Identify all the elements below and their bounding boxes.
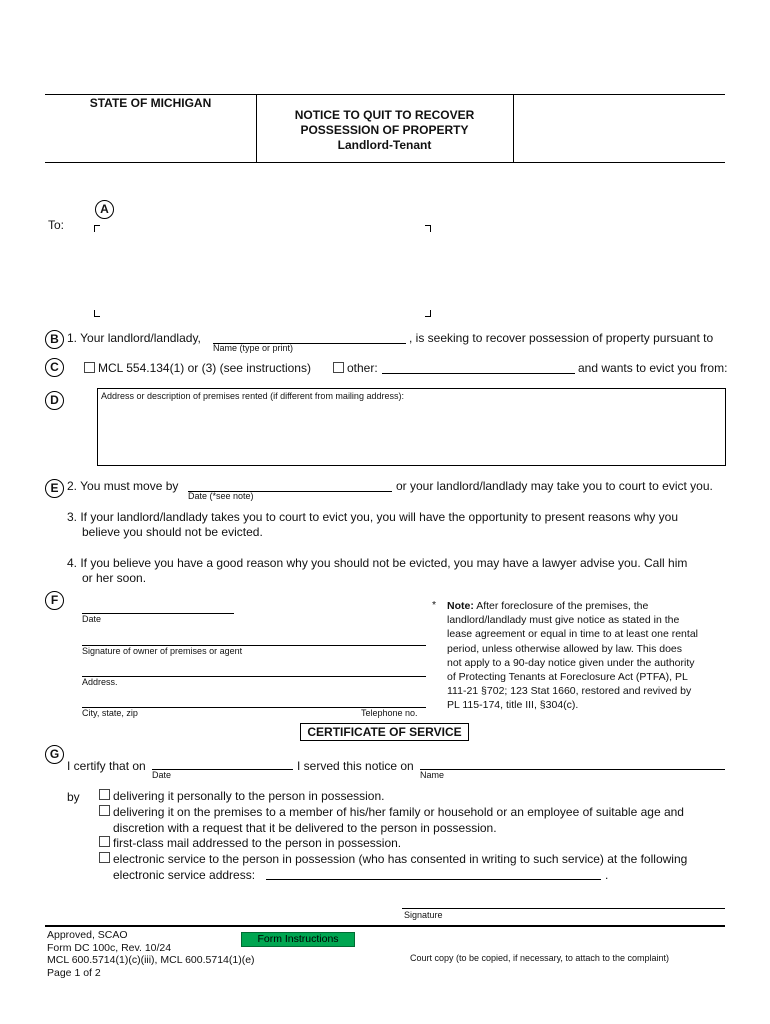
option-premises-label: delivering it on the premises to a member of his/her family or household or an employee of suitable age and (113, 805, 684, 819)
tenant-address-field[interactable] (98, 232, 422, 308)
electronic-service-checkbox[interactable] (99, 852, 110, 863)
item3-text (67, 510, 678, 540)
footer-form-number: Form DC 100c, Rev. 10/24 (47, 941, 172, 954)
form-instructions-button[interactable]: Form Instructions (241, 932, 355, 947)
landlord-name-caption: Name (type or print) (213, 343, 294, 353)
premises-delivery-checkbox[interactable] (99, 805, 110, 816)
other-checkbox[interactable] (333, 362, 344, 373)
to-label: To: (48, 218, 65, 232)
court-copy-note: Court copy (to be copied, if necessary, to attach to the complaint) (410, 953, 669, 963)
marker-c: C (45, 358, 64, 377)
item3-line1: 3. If your landlord/landlady takes you to court to evict you, you will have the opportunity to present reasons why you (67, 510, 679, 524)
note-text (447, 599, 732, 713)
mcl-checkbox[interactable] (84, 362, 95, 373)
certificate-title: CERTIFICATE OF SERVICE (300, 723, 469, 741)
owner-signature-caption: Signature of owner of premises or agent (82, 646, 243, 656)
by-label: by (67, 790, 80, 804)
footer-approved: Approved, SCAO (47, 929, 128, 941)
marker-f: F (45, 591, 64, 610)
marker-b: B (45, 330, 64, 349)
court-state: STATE OF MICHIGAN (89, 96, 212, 110)
item1-suffix: , is seeking to recover possession of property pursuant to (409, 331, 714, 345)
served-text: I served this notice on (297, 759, 414, 773)
note-line-0: After foreclosure of the premises, the (476, 600, 649, 612)
item2-suffix: or your landlord/landlady may take you to court to evict you. (396, 479, 713, 493)
service-signature-field[interactable] (402, 908, 725, 909)
header-bottom-rule (45, 162, 725, 163)
header-top-rule (45, 94, 725, 95)
form-title-line1: NOTICE TO QUIT TO RECOVER (294, 108, 475, 122)
item4-text (67, 556, 687, 586)
item1-prefix: 1. Your landlord/landlady, (67, 331, 201, 345)
premises-box[interactable] (97, 388, 726, 466)
item2-prefix: 2. You must move by (67, 479, 179, 493)
address-caption: Address. (82, 677, 118, 687)
footer-rule (45, 925, 725, 927)
header-divider-right (513, 94, 514, 162)
marker-d: D (45, 391, 64, 410)
note-line-7: PL 115-174, title III, §304(c). (447, 699, 579, 712)
mcl-option-label: MCL 554.134(1) or (3) (see instructions) (98, 361, 311, 375)
option-personal-label: delivering it personally to the person in possession. (113, 789, 385, 803)
address-corner-tl (94, 225, 100, 232)
marker-g: G (45, 745, 64, 764)
note-label: Note: (447, 600, 474, 612)
item4-line2: or her soon. (82, 571, 147, 585)
served-name-field[interactable] (420, 769, 725, 770)
note-star: * (432, 599, 437, 611)
date-caption: Date (82, 614, 102, 624)
note-line-3: period, unless otherwise allowed by law. This does (447, 642, 683, 655)
service-date-field[interactable] (152, 769, 293, 770)
form-title-line2: POSSESSION OF PROPERTY (300, 123, 469, 137)
option-electronic-label: electronic service to the person in possession (who has consented in writing to such service) at the following (113, 852, 688, 866)
address-corner-tr (425, 225, 431, 232)
marker-e: E (45, 479, 64, 498)
note-line-5: of Protecting Tenants at Foreclosure Act (PTFA), PL (447, 671, 688, 684)
telephone-caption: Telephone no. (361, 708, 418, 718)
note-line-4: not apply to a 90-day notice given under the authority (447, 656, 695, 669)
other-reason-field[interactable] (382, 373, 575, 374)
service-date-caption: Date (152, 770, 172, 780)
city-caption: City, state, zip (82, 708, 138, 718)
note-line-1: landlord/landlady must give notice as stated in the (447, 614, 680, 627)
item3-line2: believe you should not be evicted. (82, 525, 263, 539)
note-line-2: lease agreement or equal in time to at least one rental (447, 628, 698, 641)
option-electronic-cont: electronic service address: (113, 868, 256, 882)
footer-info (47, 929, 255, 979)
option-premises-cont: discretion with a request that it be delivered to the person in possession. (113, 821, 497, 835)
marker-a: A (95, 200, 114, 219)
mail-checkbox[interactable] (99, 836, 110, 847)
move-by-date-caption: Date (*see note) (188, 491, 254, 501)
electronic-address-field[interactable] (266, 879, 601, 880)
item-c-suffix: and wants to evict you from: (578, 361, 728, 375)
address-corner-br (425, 310, 431, 317)
certify-prefix: I certify that on (67, 759, 146, 773)
personal-delivery-checkbox[interactable] (99, 789, 110, 800)
form-subtitle: Landlord-Tenant (337, 138, 432, 152)
option-electronic-end: . (605, 868, 609, 882)
service-signature-caption: Signature (404, 910, 443, 920)
date-field[interactable] (82, 613, 234, 614)
form-title (256, 108, 513, 153)
served-name-caption: Name (420, 770, 445, 780)
address-corner-bl (94, 310, 100, 317)
premises-box-label: Address or description of premises rented (if different from mailing address): (101, 391, 404, 401)
note-line-6: 111-21 §702; 123 Stat 1660, restored and revived by (447, 685, 692, 698)
address-field[interactable] (82, 676, 426, 677)
option-mail-label: first-class mail addressed to the person in possession. (113, 836, 402, 850)
footer-mcl: MCL 600.5714(1)(c)(iii), MCL 600.5714(1)(e) (47, 954, 255, 966)
item4-line1: 4. If you believe you have a good reason why you should not be evicted, you may have a lawyer advise you. Call him (67, 556, 688, 570)
other-option-label: other: (347, 361, 378, 375)
footer-page: Page 1 of 2 (47, 966, 101, 979)
